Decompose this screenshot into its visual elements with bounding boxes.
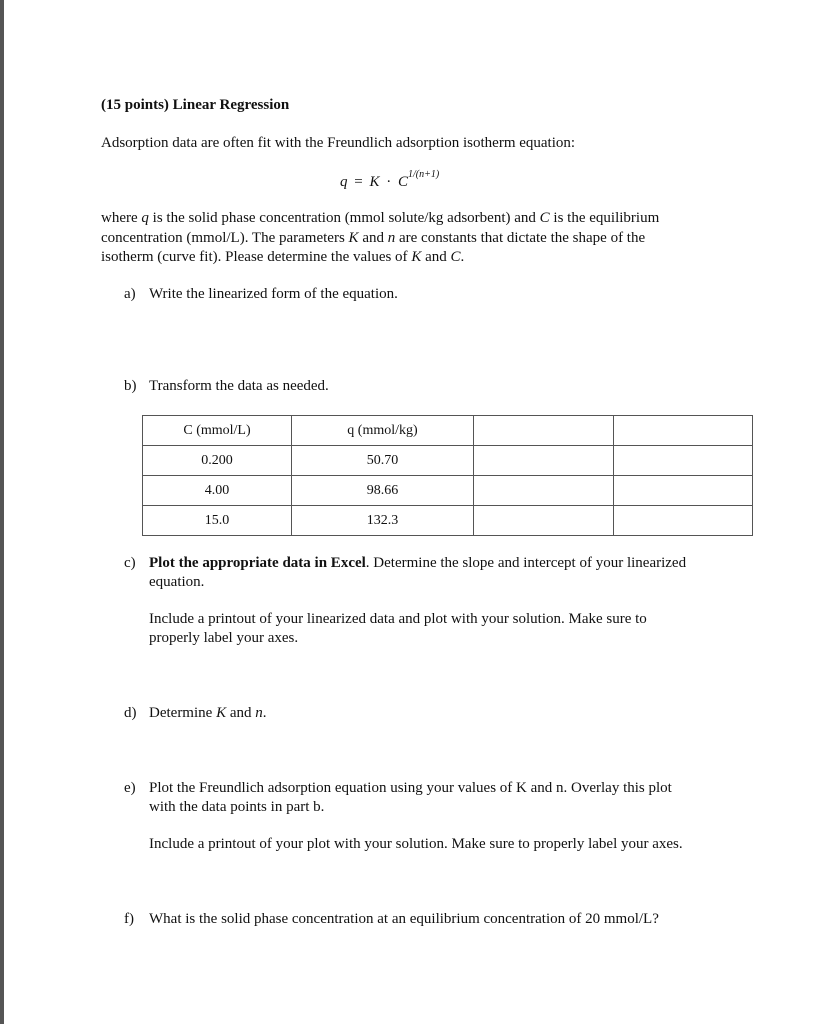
question-f-label: f) [124,911,134,927]
equation-equals: = [354,174,363,190]
equation-dot: · [386,174,392,190]
table-cell: 15.0 [143,506,292,536]
table-cell [474,446,614,476]
table-header-cell [474,416,614,446]
question-d-label: d) [124,705,137,721]
problem-title: (15 points) Linear Regression [101,97,290,113]
table-header-cell [614,416,753,446]
question-e-label: e) [124,780,136,796]
question-b-label: b) [124,378,137,394]
description-paragraph [101,209,741,268]
table-cell: 0.200 [143,446,292,476]
table-cell [474,476,614,506]
equation-c: C [397,174,408,190]
intro-text: Adsorption data are often fit with the Freundlich adsorption isotherm equation: [101,135,576,151]
table-row [143,446,753,476]
table-cell: 50.70 [292,446,474,476]
table-cell [614,506,753,536]
question-e-line-2: with the data points in part b. [149,799,325,815]
table-cell: 4.00 [143,476,292,506]
equation-lhs: q [340,174,348,190]
table-cell: 98.66 [292,476,474,506]
description-line-3: isotherm (curve fit). Please determine the values of K and C. [101,249,465,265]
table-cell [614,446,753,476]
question-e-line-1: Plot the Freundlich adsorption equation using your values of K and n. Overlay this plot [149,780,672,796]
table-cell: 132.3 [292,506,474,536]
table-header-cell: q (mmol/kg) [292,416,474,446]
question-c-line-2: equation. [149,574,205,590]
table-row [143,476,753,506]
table-header-cell: C (mmol/L) [143,416,292,446]
question-d-text: Determine K and n. [149,705,267,721]
equation-k: K [369,174,380,190]
question-c-line-3: Include a printout of your linearized data and plot with your solution. Make sure to [149,611,647,627]
data-table [142,415,753,536]
question-c-line-1: Plot the appropriate data in Excel. Determine the slope and intercept of your linearized [149,555,687,571]
question-b-text: Transform the data as needed. [149,378,329,394]
table-cell [614,476,753,506]
table-header-row [143,416,753,446]
question-e-line-3: Include a printout of your plot with your solution. Make sure to properly label your axes. [149,836,683,852]
table-cell [474,506,614,536]
question-c-bold: Plot the appropriate data in Excel [149,555,366,571]
freundlich-equation [340,169,440,191]
question-a-label: a) [124,286,136,302]
question-f-text: What is the solid phase concentration at an equilibrium concentration of 20 mmol/L? [149,911,659,927]
equation-exponent: 1/(n+1) [408,169,440,180]
question-c-label: c) [124,555,136,571]
description-line-1: where q is the solid phase concentration (mmol solute/kg adsorbent) and C is the equilibrium [101,210,660,226]
description-line-2: concentration (mmol/L). The parameters K and n are constants that dictate the shape of the [101,229,646,246]
question-c-line-4: properly label your axes. [149,630,299,646]
table-row [143,506,753,536]
question-a-text: Write the linearized form of the equation. [149,286,398,302]
